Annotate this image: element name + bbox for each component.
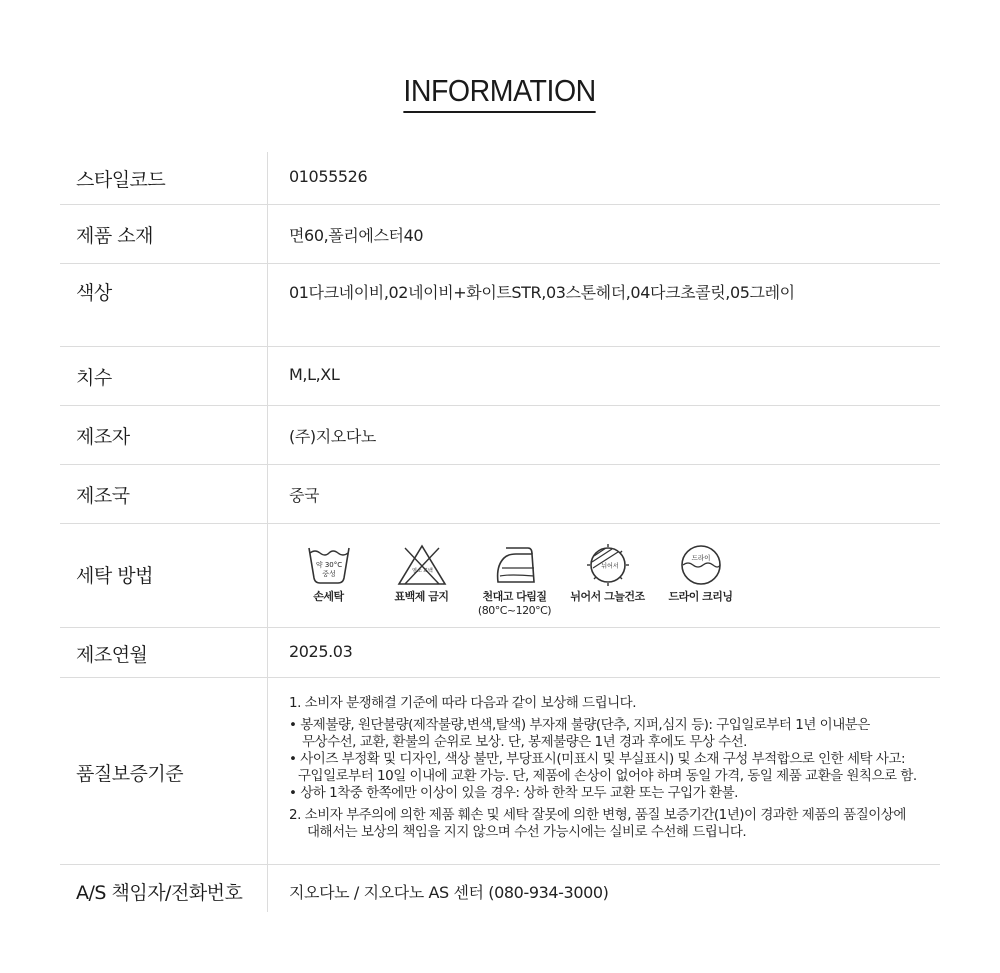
row-as [60,865,940,912]
divider [267,152,268,204]
hand-wash-icon [307,544,351,586]
care-label: 천대고 다림질 [482,590,547,603]
row-label: 제품 소재 [76,225,153,247]
quality-line: • 사이즈 부정확 및 디자인, 색상 불만, 부당표시(미표시 및 부실표시) 및 소재 구성 부적합으로 인한 세탁 사고: [289,751,906,767]
care-label: 드라이 크리닝 [668,590,733,603]
divider [267,678,268,864]
divider [267,406,268,464]
row-value: 01055526 [289,167,368,186]
quality-text [289,695,917,841]
care-sublabel: (80°C~120°C) [477,604,552,617]
row-value: 면60,폴리에스터40 [289,226,424,245]
care-label: 손세탁 [313,590,344,603]
quality-line: • 상하 1착중 한쪽에만 이상이 있을 경우: 상하 한착 모두 교환 또는 구입가 환불. [289,785,738,801]
title-wrap [0,72,1000,113]
care-item [282,544,375,617]
quality-line: 무상수선, 교환, 환불의 순위로 보상. 단, 봉제불량은 1년 경과 후에도 무상 수선. [302,734,747,750]
row-value: 01다크네이비,02네이비+화이트STR,03스톤헤더,04다크초콜릿,05그레이 [289,283,795,302]
iron-icon [490,544,540,586]
row-value: 2025.03 [289,642,353,661]
row-date [60,628,940,678]
row-size [60,347,940,406]
no-bleach-icon [397,544,447,586]
divider [267,465,268,523]
row-quality [60,678,940,865]
care-inner-text: 드라이 [691,554,710,562]
care-label: 뉘어서 그늘건조 [570,590,645,603]
care-item [375,544,468,617]
row-label: 세탁 방법 [76,565,153,587]
row-color [60,264,940,347]
row-value: 중국 [289,486,320,505]
care-inner-text: 표백 [422,568,433,574]
row-value: M,L,XL [289,365,340,384]
quality-line: • 봉제불량, 원단불량(제작불량,변색,탈색) 부자재 불량(단추, 지퍼,심지 등): 구입일로부터 1년 이내분은 [289,717,870,733]
divider [267,205,268,263]
row-style-code [60,152,940,205]
divider [267,865,268,912]
quality-line: 구입일로부터 10일 이내에 교환 가능. 단, 제품에 손상이 없어야 하며 동일 가격, 동일 제품 교환을 원칙으로 함. [298,768,917,784]
quality-line: 대해서는 보상의 책임을 지지 않으며 수선 가능시에는 실비로 수선해 드립니다. [307,824,747,840]
care-inner-text: 뉘어서 [600,563,619,570]
row-label: 제조국 [76,485,130,507]
row-country [60,465,940,524]
info-table [60,152,940,912]
quality-line: 2. 소비자 부주의에 의한 제품 훼손 및 세탁 잘못에 의한 변형, 품질 보증기간(1년)이 경과한 제품의 품질이상에 [289,807,906,823]
row-manufacturer [60,406,940,465]
care-icons [282,544,747,617]
row-label: 색상 [76,282,112,304]
row-label: 스타일코드 [76,169,166,191]
dry-clean-icon [678,544,724,586]
care-item [561,544,654,617]
divider [267,524,268,627]
care-item [468,544,561,617]
divider [267,628,268,677]
row-material [60,205,940,264]
row-value: 지오다노 / 지오다노 AS 센터 (080-934-3000) [289,883,609,902]
row-label: 제조자 [76,426,130,448]
row-washing [60,524,940,628]
row-label: A/S 책임자/전화번호 [76,882,243,904]
row-value: (주)지오다노 [289,427,376,446]
page-title: INFORMATION [404,72,596,113]
divider [267,347,268,405]
care-inner-text: 중성 [321,570,336,578]
shade-dry-icon [584,544,632,586]
quality-line: 1. 소비자 분쟁해결 기준에 따라 다음과 같이 보상해 드립니다. [289,695,636,711]
care-item [654,544,747,617]
divider [267,264,268,346]
care-inner-text: 약 30°C [315,561,342,569]
care-label: 표백제 금지 [394,590,449,603]
care-inner-text: 염소 [411,568,422,574]
row-label: 제조연월 [76,644,148,666]
row-label: 품질보증기준 [76,763,184,785]
row-label: 치수 [76,367,112,389]
